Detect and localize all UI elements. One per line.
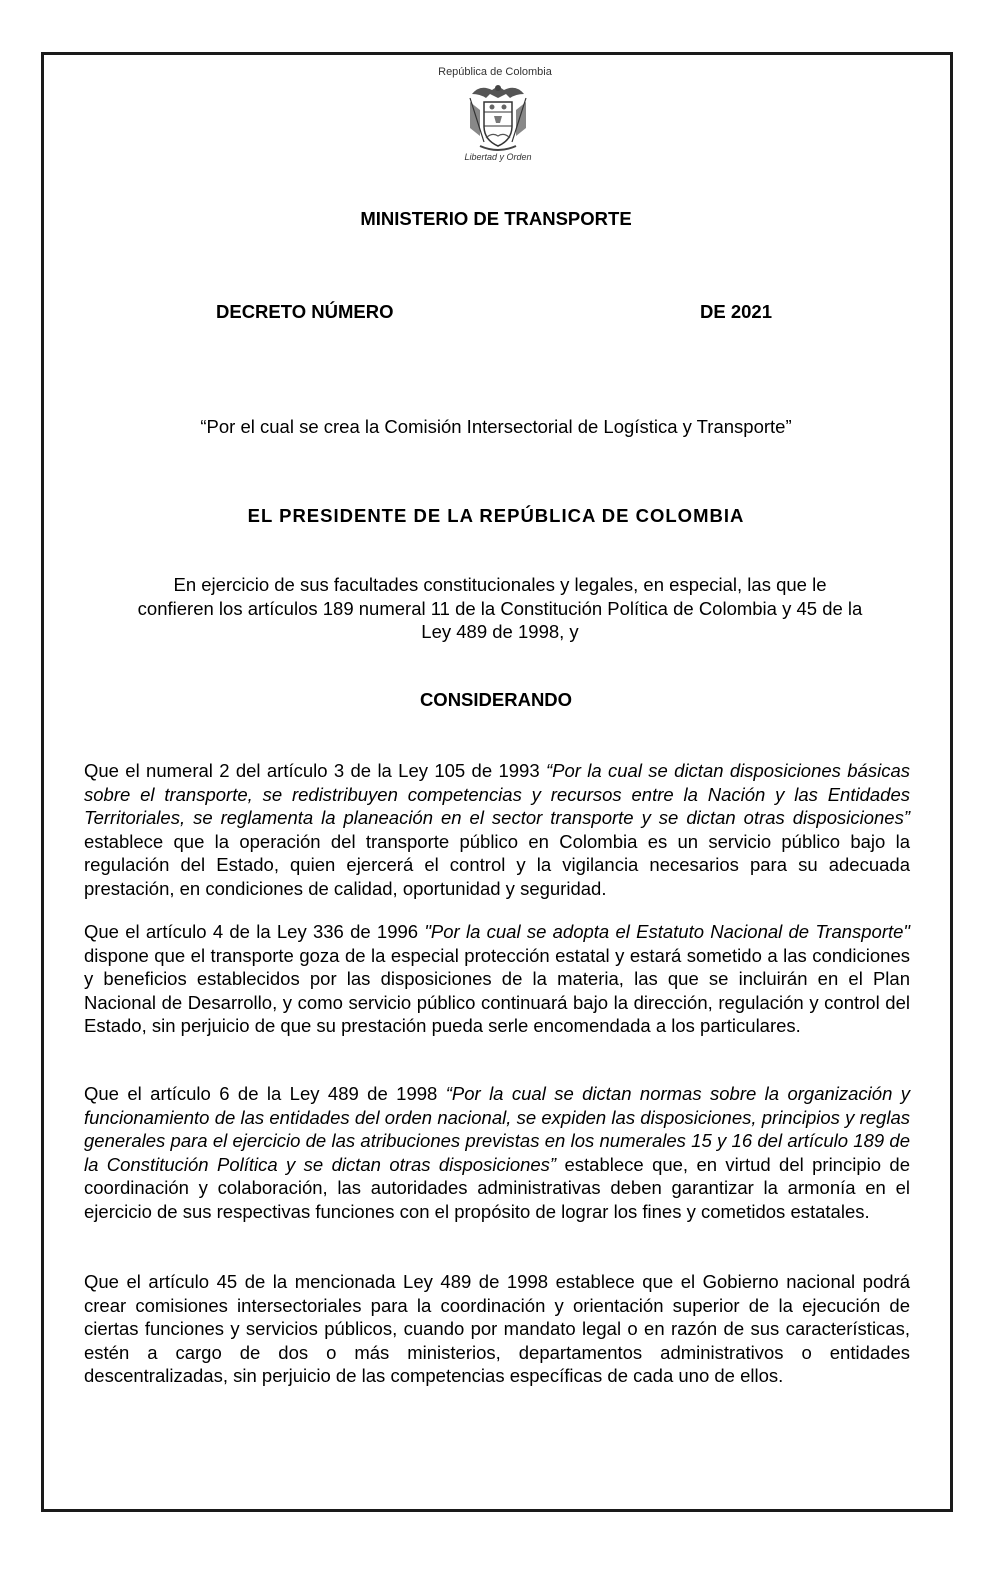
preamble-line-1: En ejercicio de sus facultades constitucionales y legales, en especial, las que le — [173, 574, 827, 595]
law-title-quote: "Por la cual se adopta el Estatuto Nacional de Transporte" — [424, 921, 911, 942]
preamble-line-3: Ley 489 de 1998, y — [421, 621, 579, 642]
coat-of-arms-icon — [466, 80, 530, 154]
paragraph-text: establece que la operación del transporte público en Colombia es un servicio público bajo la regulación del Estado, quien ejercerá el control y la vigilancia necesarios para su adecuada prestación, en condiciones de calidad, oportunidad y seguridad. — [84, 830, 910, 899]
preamble — [40, 573, 960, 644]
decree-number-label: DECRETO NÚMERO — [216, 301, 394, 322]
considerando-paragraph-2 — [84, 920, 910, 1038]
issuer-heading: EL PRESIDENTE DE LA REPÚBLICA DE COLOMBIA — [247, 505, 745, 526]
decree-title: “Por el cual se crea la Comisión Intersectorial de Logística y Transporte” — [200, 416, 792, 437]
considerando-heading: CONSIDERANDO — [419, 689, 573, 710]
considerando-paragraph-4 — [84, 1270, 910, 1388]
seal-caption: República de Colombia — [438, 66, 552, 78]
paragraph-text: Que el artículo 45 de la mencionada Ley 489 de 1998 establece que el Gobierno nacional podrá crear comisiones intersectoriales para la coordinación y orientación superior de la ejecución de ciertas funciones y servicios públicos, cuando por mandato legal o en razón de sus características, estén a cargo de dos o más ministerios, departamentos administrativos o entidades descentralizadas, sin perjuicio de las competencias específicas de cada uno de ellos. — [84, 1271, 910, 1386]
ministry-heading: MINISTERIO DE TRANSPORTE — [360, 208, 632, 229]
decree-year: DE 2021 — [700, 301, 772, 322]
preamble-line-2: confieren los artículos 189 numeral 11 de la Constitución Política de Colombia y 45 de la — [137, 597, 863, 619]
considerando-paragraph-3 — [84, 1082, 910, 1223]
law-title-quote: “Por la cual se dictan disposiciones básicas sobre el transporte, se redistribuyen competencias y recursos entre la Nación y las Entidades Territoriales, se reglamenta la planeación en el sector transporte y se dictan otras disposiciones” — [84, 760, 910, 828]
paragraph-text: Que el numeral 2 del artículo 3 de la Ley 105 de 1993 — [84, 760, 546, 781]
paragraph-text: Que el artículo 6 de la Ley 489 de 1998 — [84, 1083, 446, 1104]
seal-motto: Libertad y Orden — [464, 152, 532, 162]
considerando-paragraph-1 — [84, 759, 910, 900]
law-title-quote: “Por la cual se dictan normas sobre la organización y funcionamiento de las entidades del orden nacional, se expiden las disposiciones, principios y reglas generales para el ejercicio de las atribuciones previstas en los numerales 15 y 16 del artículo 189 de la Constitución Política y se dictan otras disposiciones” — [84, 1083, 911, 1175]
paragraph-text: establece que, en virtud del principio de coordinación y colaboración, las autoridades administrativas deben garantizar la armonía en el ejercicio de sus respectivas funciones con el propósito de lograr los fines y cometidos estatales. — [84, 1153, 910, 1222]
paragraph-text: dispone que el transporte goza de la especial protección estatal y estará sometido a las condiciones y beneficios establecidos por las disposiciones de la materia, las que se incluirán en el Plan Nacional de Desarrollo, y como servicio público continuará bajo la dirección, regulación y control del Estado, sin perjuicio de que su prestación pueda serle encomendada a los particulares. — [84, 944, 910, 1036]
paragraph-text: Que el artículo 4 de la Ley 336 de 1996 — [84, 921, 425, 942]
